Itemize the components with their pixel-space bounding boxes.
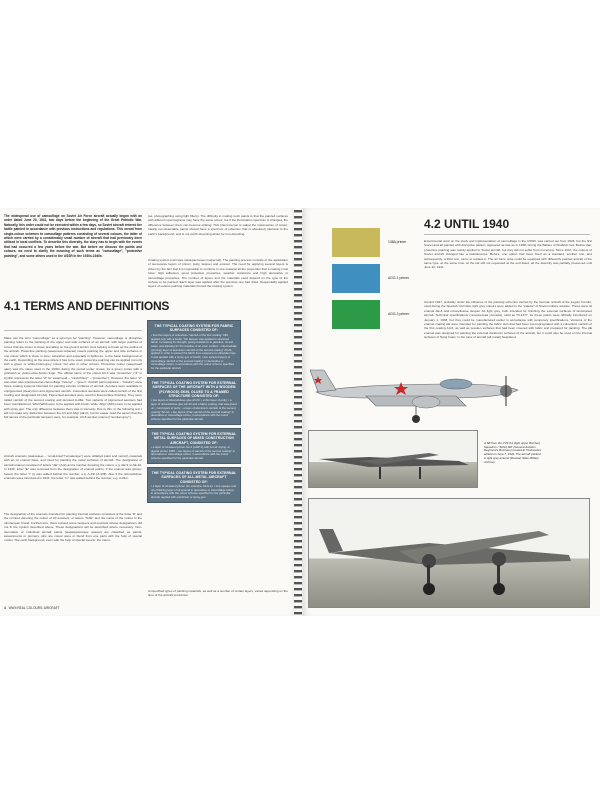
right-body-2: Around 1937, probably under the influence of the painting schemes carried by the German aircraft of the Legion Condor, used during the Spanish Civil War, light grey colours were added to the "palette" of Soviet military aviation. These were oil enamel AE-8 and nitrocellulose lacquer AII light grey, both intended for finishing the external surfaces of land-based aircraft. Technical specifications (техническая условия), valid as TII-1377, for these paints were officially introduced on January 1, 1938, but they could be manufactured earlier in accordance with temporary specifications. Versions of the enamel coating AE were intended for painting the fabric skin that had been pre-impregnated with a colourless varnish of the first coating AII-6, as well as wooden surfaces that had been covered with fabric and prepared for painting. The AE enamel was designed for painting the external duralumin surfaces of the aircraft, but it could also be used on the internal surfaces of flying boats. In the case of aircraft (all-metal) Seaplanes	[424, 300, 592, 340]
middle-bottom-text: Unspecified types of painting materials, as well as a number of certain layers, varied depending on the time of the aircraft production.	[148, 589, 288, 598]
primer-swatch-agg1	[332, 264, 380, 293]
coating-box	[147, 320, 241, 374]
coating-box-title: THE TYPICAL COATING SYSTEM FOR EXTERNAL SURFACES OF ALL-METAL AIRCRAFT CONSISTED OF:	[151, 470, 237, 484]
middle-text-1: (as, photographing using light filters). The difficulty in making such paints is that the painted surfaces with different spectrograms may have the same colour, but if the illumination spectrum is changed, the difference between them can become striking. This phenomenon is called the metamerism of colour. Ideally non-detectable paints should have a spectrum of reflection that is absolutely identical to the earth's background, and is not worth dreaming about for non-decoding.	[148, 214, 288, 236]
primer-swatch-agg3	[332, 300, 380, 329]
aircraft-profile-illustration	[306, 356, 526, 424]
coating-box-text: • a layer of oil-based primer AG-1 (AGP-1) with hot air drying, or glyptal primer 1388; • two layers of varnish of the second coating" in decorative or camouflage colour, in accordance with the colour scheme specified for the particular aircraft.	[151, 444, 235, 461]
divider	[424, 234, 590, 235]
photo-aircraft-1	[308, 430, 478, 488]
right-body: Experimental work on the study and implementation of camouflage in the USSR, was carried out from 1926, but the first Soviet aircraft painted with disruptive pattern, appeared as late as in 1938, during the Battles of Khalkhin Gol. Before that, protective painting was mainly applied to Soviet aircraft, but they did not suffer from monotony. Since 1937, the colours of Soviet aircraft changed like a kaleidoscope. Before, one option had been fixed as a standard, another one, and subsequently, a third one, came to replace it. The air force units could be equipped with differently painted aircraft of the same type, at the same time. At the tail still not requested at the end listed, all the diversify was partially preserved until June 22, 1941.	[424, 239, 592, 270]
intro-paragraph: The widespread use of camouflage on Soviet Air Force aircraft actually began with an order dated June 20, 1941, two days before the beginning of the Great Patriotic War. Naturally, this order could not be executed within a few days, so Soviet aircraft entered the battle painted in accordance with previous instructions and regulations. This meant from single-colour schemes to camouflage patterns consisting of several colours, the latter of which were carried by a considerably small number of aircraft that had previously been utilised in local conflicts. To describe this diversity, the story has to begin with the events that had occurred a few years before the war. But before we discuss the paints and colours, we need to clarify the meaning of such terms as "camouflage", "protective painting", and some others used in the USSR in the 1930s-1940s.	[4, 214, 142, 258]
book-spread	[0, 208, 600, 616]
coating-box	[147, 428, 241, 464]
left-footer	[4, 606, 60, 610]
section-title-text: 4.2 UNTIL 1940	[424, 217, 510, 231]
section-title-text: 4.1 TERMS AND DEFINITIONS	[4, 299, 170, 313]
right-page	[302, 208, 600, 616]
swatch-label: 138A primer	[388, 240, 407, 244]
swatch-label: AGG-1 primer	[388, 276, 410, 280]
coating-box	[147, 467, 241, 503]
page-number: 4	[4, 606, 6, 610]
coating-box	[147, 377, 241, 425]
coating-box-text: • a layer of oil-based primer (for example, AGG-1); • one opaque and one finishing layer of oil enamel in decorative or camouflage colour, in accordance with the colour scheme specified for the particular aircraft, applied with oral brush or spray gun.	[151, 483, 236, 500]
body-text: Make use the term "camouflage" as a synonym for "painting". However, camouflage or disruptive painting refers to the painting of the upper and side surfaces of an aircraft, with larger patches of colour that are closer to those prevailing on the ground terrain, thus helping to break up the outline of the aircraft. Protective painting (защитная окраска) means painting the upper and side surfaces in one colour which is close in tone, saturation and especially in lightness, to the basic background of the earth. Depending on the area where it has to be used, protective painting can be applied not only with a green or white-brown-grey colour, but also in other colours. Protective colour (защитный цвет) was the name used in the 1930s during the period under review, for a green colour with a yellowish or yellow-olive-brown tinge. The official name of the colour AII-3 was "protective" ("3" in Cyrillic represents the letter "Z" for защитный – "zashchitniy" – "protective"). However, the letter "Z" was often also interpreted as camouflage "zelenyi" – "green". Aircraft paint (окраска – "kraska") were those coating systems intended for painting exterior surfaces of aircraft. Aerolacs were available in unpigmented (clear) form and pigmented varnish. Colourless aerolacs were called varnish of the first coating and designated AII (AII), Pigmented aerolacs were used for final-surface finishing. They were called varnish of the second coating and denoted A-24E. Two variants of pigmented aerolacs had been manufactured. Wild (Wild) were to be applied with brush, while 'A6gr' (A6G) were to be applied with spray gun. The only difference between them was in viscosity. Due to this, in the following text I will not make any distinction between the AII and A6gr paints, but for easier read the assert that the full names of the particular lacquers were, for example, AII-8 aerolac enamel ("aerolac-grey").	[4, 336, 142, 420]
body-text-2: Aircraft enamels (эмалевые – "emal-krasl"/"emalevaye") were oil/alkyd paint and varnish materials with an oil enamel base, and used for painting the metal surfaces of aircraft. The designation of aircraft enamel consisted of letters "AE" (A-E) and a number denoting the colour, e.g. AE-9 or AE-10. In 1940, letter "E" was removed from the designation of enamel paints. If the enamel was glossy-based, the letter "i" (i) was added behind the number, e.g. A-19f (A-19ff). Also if the nitrocellulose enamels were introduced in 1941, the letter "m" was added behind the number, e.g. A-24m.	[4, 454, 142, 481]
aircraft-photo-silhouette	[309, 431, 479, 489]
divider	[4, 330, 142, 331]
coating-box-title: THE TYPICAL COATING SYSTEM FOR EXTERNAL METAL SURFACES OF MIXED CONSTRUCTION AIRCRAFT, CONSISTED OF:	[151, 431, 237, 445]
section-title-4-1	[4, 300, 169, 313]
swatch-label: AGG-3 primer	[388, 312, 410, 316]
body-text-3: The designation of the enamels intended for painting internal surfaces consisted of the letter 'R' and the number denoting the colour of AII enamels, or letters "OAE" and the name of the colour in the nitrolacquer brand. Furthermore, there existed some lacquers and enamels whose designations did not fit the system described above. These designations will be described where necessary. Non-decorative or individual aircraft paints (маркировочные краски) are classified as paints, assessments or gunners, who are colour were or blend from one parts with the help of special model. The earth background, even with the help of special means: the manu-	[4, 512, 142, 543]
aircraft-photo-silhouette	[309, 499, 591, 609]
photo-aircraft-2	[308, 498, 590, 608]
coating-box-title: THE TYPICAL COATING SYSTEM FOR FABRIC SURFACES CONSISTED OF:	[154, 324, 234, 333]
running-title: WWII REAL COLOURS: AIRCRAFT	[8, 606, 60, 610]
coating-box-title: THE TYPICAL COATING SYSTEM FOR EXTERNAL SURFACES OF THE AIRCRAFT WITH A WOODEN (PLYWOOD) SKIN, GLUED TO A FRAMED STRUCTURE CONSISTED OF:	[151, 380, 237, 399]
photo-caption: A SB from the VVS KA (light upper Bomber) Squadron / 'Sehol Rift' (General Aviation Regiment's Bombers) located at Tirsikosolev airfield on June 7, 1940. The aircraft painted in light grey enamel (Russian State Military Archive)	[484, 441, 542, 464]
middle-text-2: Coating system (система лакокрасочных покрытий). The painting process consists of the application of successive layers of primer, putty, lacquer and enamel. The need for applying several layers is driven by the fact that it is impossible to combine in one material all the properties that a coating must have: high adhesion, good protective properties, weather resistance and high decorative or camouflage properties. The number of layers and the materials used depend on the type of the surface to be painted. Each layer was applied after the previous one had dried. Sequentially applied layers of various painting materials formed the coating system.	[148, 258, 288, 289]
coating-system-boxes	[147, 320, 241, 506]
primer-swatch-138a	[332, 228, 380, 257]
left-page	[0, 208, 298, 616]
section-title-4-2	[424, 218, 509, 231]
coating-box-text: • four-five layers of colourless "varnish of the first coating" AII6, applied only with a brush. The lacquer was applied to stretched fabric, increasing its strength, giving resistance to gasoline, oil and water, and allowing for the creation of an even surface; • intermediate (priming) layer of aluminium varnish of the second coating" AII-AL, applied in order to protect the fabric from exposure to ultraviolet rays. It was applied with a spray gun or brush; • two sprayed layers of camouflage varnish of the second coating" in decorative or camouflage colour, in accordance with the colour scheme specified for the particular aircraft.	[151, 332, 237, 371]
coating-box-text: • two layers of nitrocellulose glue AII-Kil; • a thin layer of putty; • a layer of nitrocellulose glue AK-20 and a fabric coating, that was glued on; • two layers of putty; • a layer of aluminium varnish of the second coating" AII-AL; • two layers of lac varnish of the second coating" in decorative or camouflage colour, in accordance with the colour scheme specified for the particular aircraft.	[151, 398, 237, 421]
